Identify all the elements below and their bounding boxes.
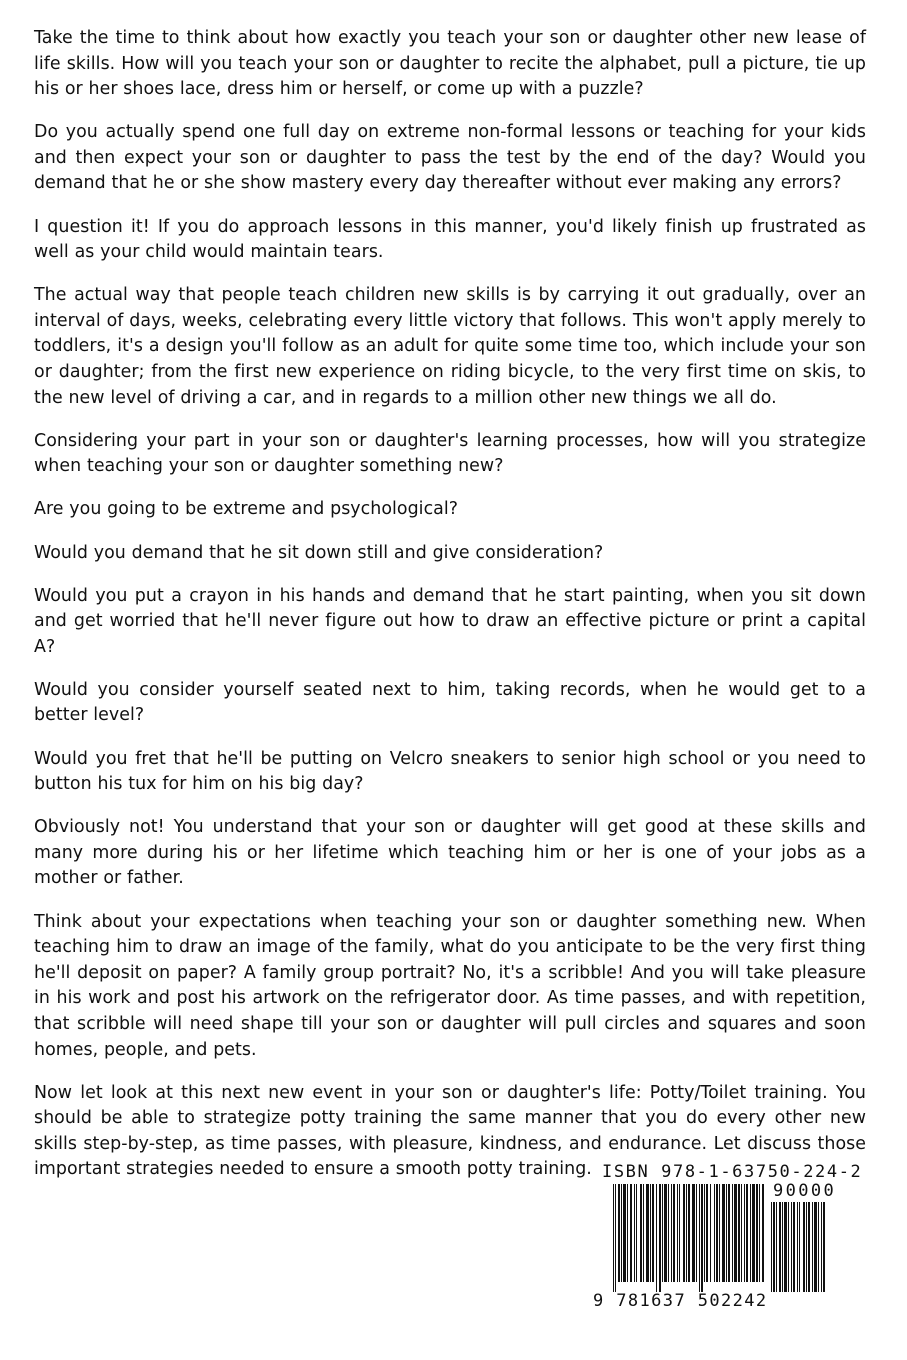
barcode-bar	[814, 1202, 817, 1292]
barcode-bar	[686, 1184, 687, 1282]
barcode-bar	[799, 1202, 800, 1292]
barcode-bar	[692, 1184, 695, 1282]
barcode-bar	[716, 1184, 718, 1282]
barcode-bar	[630, 1184, 632, 1282]
barcode-bar	[671, 1184, 672, 1282]
barcode-bar	[634, 1184, 635, 1282]
barcode-bar	[759, 1184, 760, 1282]
barcode-bar	[710, 1184, 711, 1282]
barcode-bar	[719, 1184, 720, 1282]
barcode-bar	[797, 1202, 798, 1292]
barcode-bar	[728, 1184, 730, 1282]
barcode-bar	[823, 1202, 825, 1292]
barcode-bar	[679, 1184, 680, 1282]
paragraph-2: Do you actually spend one full day on extreme non-formal lessons or teaching for your kids and then expect your son or daughter to pass the test by the end of the day? Would you demand that he or she show mastery every day thereafter without ever making any errors?	[34, 122, 866, 194]
barcode-bar	[791, 1202, 792, 1292]
barcode-bar	[806, 1202, 807, 1292]
barcode-bar	[636, 1184, 637, 1282]
barcode-bar	[704, 1184, 705, 1282]
paragraph-12: Think about your expectations when teaching your son or daughter something new. When teaching him to draw an image of the family, what do you anticipate to be the very first thing he'll deposit on paper? A family group portrait? No, it's a scribble! And you will take pleasure in his work and post his artwork on the refrigerator door. As time passes, and with repetition, that scribble will need shape till your son or daughter will pull circles and squares and soon homes, people, and pets.	[34, 911, 866, 1060]
barcode-bar	[615, 1184, 616, 1292]
barcode-bar	[659, 1184, 661, 1292]
barcode-bar	[673, 1184, 675, 1282]
paragraph-10: Would you fret that he'll be putting on Velcro sneakers to senior high school or you need to button his tux for him on his big day?	[34, 748, 866, 795]
ean-digits: 9 781637 502242	[593, 1291, 768, 1311]
paragraph-7: Would you demand that he sit down still and give consideration?	[34, 542, 604, 563]
barcode-bar	[662, 1184, 663, 1282]
barcode-bar	[683, 1184, 685, 1282]
barcode-bar	[784, 1202, 787, 1292]
barcode-bar	[779, 1202, 781, 1292]
barcode-bar	[722, 1184, 725, 1282]
barcode-bar	[714, 1184, 715, 1282]
paragraph-8: Would you put a crayon in his hands and demand that he start painting, when you sit down and get worried that he'll never figure out how to draw an effective picture or print a capital A?	[34, 585, 866, 657]
barcode-bars-addon	[771, 1202, 849, 1292]
barcode-bar	[771, 1202, 772, 1292]
barcode-bar	[656, 1184, 657, 1292]
barcode-bar	[646, 1184, 649, 1282]
price-code: 90000	[773, 1181, 837, 1201]
barcode-bar	[618, 1184, 620, 1282]
barcode-bar	[750, 1184, 751, 1282]
barcode-bar	[773, 1202, 775, 1292]
barcode-bar	[668, 1184, 669, 1282]
barcode-bar	[788, 1202, 789, 1292]
barcode-bar	[793, 1202, 795, 1292]
barcode-bar	[726, 1184, 727, 1282]
barcode-bar	[623, 1184, 626, 1282]
barcode-bar	[732, 1184, 733, 1282]
barcode-bar	[613, 1184, 614, 1292]
barcode-bar	[756, 1184, 758, 1282]
barcode-bar	[734, 1184, 737, 1282]
barcode-bar	[688, 1184, 690, 1282]
paragraph-4: The actual way that people teach children new skills is by carrying it out gradually, over an interval of days, weeks, celebrating every little victory that follows. This won't apply merely to toddlers, it's a design you'll follow as an adult for quite some time too, which include your son or daughter; from the first new experience on riding bicycle, to the very first time on skis, to the new level of driving a car, and in regards to a million other new things we all do.	[34, 285, 866, 408]
paragraph-1: Take the time to think about how exactly you teach your son or daughter other new lease of life skills. How will you teach your son or daughter to recite the alphabet, pull a picture, tie up his or her shoes lace, dress him or herself, or come up with a puzzle?	[34, 28, 866, 100]
barcode-bar	[677, 1184, 678, 1282]
barcode-bar	[782, 1202, 783, 1292]
barcode-bar	[699, 1184, 700, 1292]
barcode-bar	[706, 1184, 708, 1282]
paragraph-13: Now let look at this next new event in your son or daughter's life: Potty/Toilet training. You should be able to strategize potty training the same manner that you do every other new skills step-by-step, as time passes, with pleasure, kindness, and endurance. Let discuss those important strategies needed to ensure a smooth potty training.	[34, 1082, 866, 1180]
barcode-bar	[627, 1184, 628, 1282]
barcode-bar	[746, 1184, 748, 1282]
barcode-bar	[652, 1184, 654, 1282]
barcode-bar	[818, 1202, 819, 1292]
barcode-bars-main	[613, 1184, 764, 1292]
barcode-bar	[776, 1202, 777, 1292]
barcode-bar	[696, 1184, 697, 1282]
barcode-bar	[640, 1184, 642, 1282]
barcode-bar	[650, 1184, 651, 1282]
barcode-bar	[812, 1202, 813, 1292]
paragraph-5: Considering your part in your son or daughter's learning processes, how will you strategize when teaching your son or daughter something new?	[34, 430, 866, 477]
barcode-bar	[752, 1184, 755, 1282]
barcode-bar	[643, 1184, 644, 1282]
paragraph-9: Would you consider yourself seated next to him, taking records, when he would get to a better level?	[34, 679, 866, 726]
barcode-bar	[741, 1184, 742, 1282]
barcode-bar	[803, 1202, 805, 1292]
barcode-bar	[762, 1184, 764, 1282]
barcode-bar	[808, 1202, 810, 1292]
isbn-text: ISBN 978-1-63750-224-2	[602, 1162, 863, 1182]
barcode-bar	[821, 1202, 822, 1292]
isbn-barcode	[593, 1162, 863, 1312]
paragraph-6: Are you going to be extreme and psychological?	[34, 499, 459, 520]
barcode-bar	[744, 1184, 745, 1282]
paragraph-3: I question it! If you do approach lessons in this manner, you'd likely finish up frustrated as well as your child would maintain tears.	[34, 216, 866, 263]
paragraph-11: Obviously not! You understand that your son or daughter will get good at these skills and many more during his or her lifetime which teaching him or her is one of your jobs as a mother or father.	[34, 817, 866, 889]
barcode-bar	[621, 1184, 622, 1282]
barcode-bar	[701, 1184, 703, 1292]
body-text	[34, 26, 866, 1200]
barcode-bar	[664, 1184, 667, 1282]
barcode-bar	[738, 1184, 740, 1282]
